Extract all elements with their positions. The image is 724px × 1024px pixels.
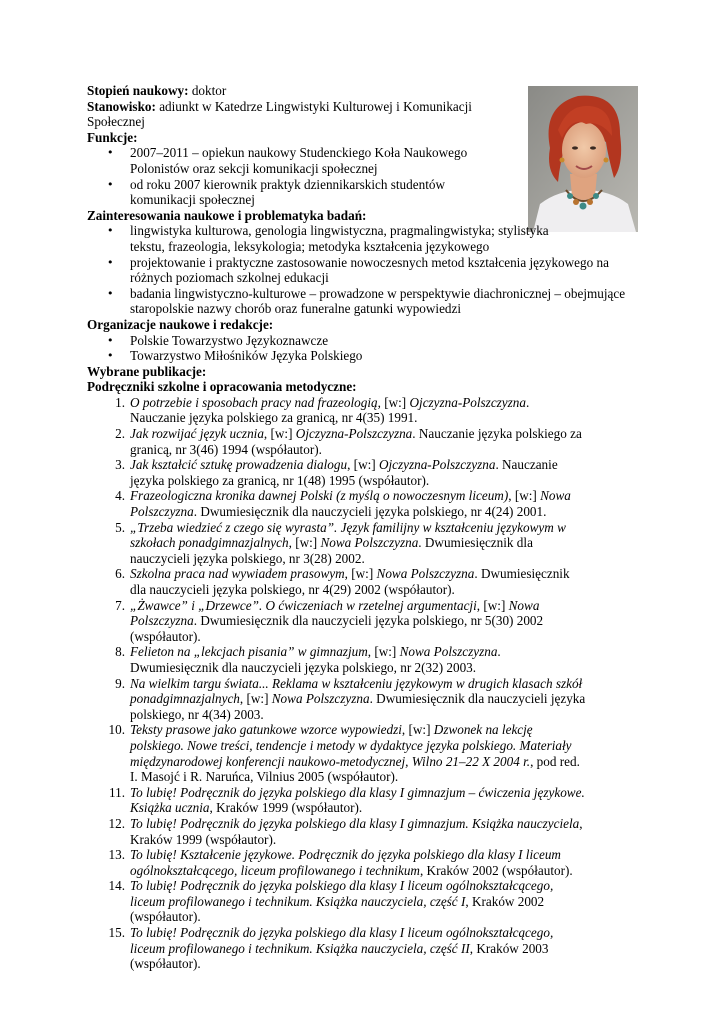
publication-item xyxy=(87,426,587,457)
pub-details: . Dwumiesięcznik dla nauczycieli języka polskiego, nr 4(29) 2002 (współautor). xyxy=(130,566,570,597)
pub-title: Na wielkim targu świata... Reklama w kształceniu językowym w drugich klasach szkół ponadgimnazjalnych xyxy=(130,675,583,707)
publication-item xyxy=(87,816,587,847)
item-number: 1. xyxy=(115,394,125,410)
pub-text: , Kraków 1999 (współautor). xyxy=(130,815,583,847)
publication-item xyxy=(87,457,587,488)
degree-label: Stopień naukowy: xyxy=(87,83,189,98)
pub-title: Frazeologiczna kronika dawnej Polski (z myślą o nowoczesnym liceum) xyxy=(130,488,509,504)
pub-title: Jak rozwijać język ucznia xyxy=(130,426,264,442)
pub-text: , [w:] xyxy=(239,691,272,707)
degree-value: doktor xyxy=(188,83,227,98)
publications-subheading: Podręczniki szkolne i opracowania metodyczne: xyxy=(87,379,357,395)
pub-text: , [w:] xyxy=(347,457,379,473)
publication-item xyxy=(87,520,587,567)
pub-text: , Kraków 2002 (współautor). xyxy=(130,893,545,925)
item-number: 10. xyxy=(108,722,125,738)
item-number: 4. xyxy=(115,488,125,504)
pub-source: Ojczyzna-Polszczyzna xyxy=(295,426,413,442)
interests-heading: Zainteresowania naukowe i problematyka badań: xyxy=(87,207,367,223)
pub-title: O potrzebie i sposobach pracy nad frazeologią xyxy=(130,394,378,410)
pub-details: . Dwumiesięcznik dla nauczycieli języka polskiego, nr 2(32) 2003. xyxy=(130,644,501,675)
pub-source: Ojczyzna-Polszczyzna xyxy=(378,457,496,473)
item-number: 14. xyxy=(108,878,125,894)
item-number: 9. xyxy=(115,675,125,691)
pub-title: Felieton na „lekcjach pisania” w gimnazjum xyxy=(130,644,368,660)
cv-content xyxy=(87,83,647,972)
pub-details: . Dwumiesięcznik dla nauczycieli języka polskiego, nr 5(30) 2002 (współautor). xyxy=(130,613,544,644)
pub-details: . Dwumiesięcznik dla nauczycieli języka polskiego, nr 4(34) 2003. xyxy=(130,691,586,722)
publication-item xyxy=(87,847,587,878)
pub-details: , pod red. I. Masojć i R. Naruńca, Vilnius 2005 (współautor). xyxy=(130,753,580,785)
pub-title: Szkolna praca nad wywiadem prasowym xyxy=(130,566,345,582)
pub-title: To lubię! Kształcenie językowe. Podręcznik do języka polskiego dla klasy I liceum ogólnokształcącego, liceum profilowanego i technikum xyxy=(130,847,561,878)
pub-source: Nowa Polszczyzna xyxy=(399,644,498,660)
pub-text: , [w:] xyxy=(344,566,377,582)
pub-text: , [w:] xyxy=(377,394,410,410)
pub-details: . Nauczanie języka polskiego za granicą, nr 4(35) 1991. xyxy=(130,394,530,426)
list-item: • Towarzystwo Miłośników Języka Polskiego xyxy=(87,348,647,364)
organizations-list xyxy=(87,333,647,364)
functions-heading: Funkcje: xyxy=(87,129,138,145)
publication-item xyxy=(87,395,587,426)
pub-text: , [w:] xyxy=(288,535,321,551)
item-number: 5. xyxy=(115,519,125,535)
pub-details: . Nauczanie języka polskiego za granicą, nr 1(48) 1995 (współautor). xyxy=(130,457,558,488)
pub-title: Teksty prasowe jako gatunkowe wzorce wypowiedzi xyxy=(130,722,402,738)
pub-source: Nowa Polszczyzna xyxy=(130,597,540,629)
position-label: Stanowisko: xyxy=(87,98,156,114)
pub-title: To lubię! Podręcznik do języka polskiego dla klasy I liceum ogólnokształcącego, liceum profilowanego i technikum. Książka nauczyciela, część I xyxy=(130,878,554,909)
publication-item xyxy=(87,598,587,645)
publications-list xyxy=(87,395,587,972)
position-value: adiunkt w Katedrze Lingwistyki Kulturowej i Komunikacji Społecznej xyxy=(87,98,472,130)
item-number: 7. xyxy=(115,597,125,613)
publication-item xyxy=(87,644,587,675)
pub-text: , [w:] xyxy=(401,722,434,738)
item-number: 2. xyxy=(115,426,125,442)
pub-title: To lubię! Podręcznik do języka polskiego dla klasy I gimnazjum. Książka nauczyciela xyxy=(130,815,580,831)
pub-title: „Trzeba wiedzieć z czego się wyrasta”. Język familijny w kształceniu językowym w szkołach ponadgimnazjalnych xyxy=(130,519,566,551)
list-item: • lingwistyka kulturowa, genologia lingwistyczna, pragmalingwistyka; stylistyka tekstu, frazeologia, leksykologia; metodyka kształcenia językowego xyxy=(87,223,560,254)
interests-list xyxy=(87,223,647,317)
list-item: • Polskie Towarzystwo Językoznawcze xyxy=(87,333,647,349)
item-number: 6. xyxy=(115,566,125,582)
pub-text: , Kraków 2003 (współautor). xyxy=(130,940,549,972)
pub-source: Dzwonek na lekcję polskiego. Nowe treści, tendencje i metody w dydaktyce języka polskiego. Materiały międzynarodowej konferencji naukowo-metodycznej, Wilno 21–22 X 2004 r. xyxy=(130,722,572,769)
pub-source: Nowa Polszczyzna xyxy=(130,488,571,520)
pub-title: To lubię! Podręcznik do języka polskiego dla klasy I gimnazjum – ćwiczenia językowe. Książka ucznia xyxy=(130,784,585,816)
pub-text: , [w:] xyxy=(367,644,400,660)
functions-list xyxy=(87,145,502,207)
pub-title: „Żwawce” i „Drzewce”. O ćwiczeniach w rzetelnej argumentacji xyxy=(130,597,477,613)
pub-text: , Kraków 2002 (współautor). xyxy=(419,862,573,878)
pub-source: Ojczyzna-Polszczyzna xyxy=(409,394,526,410)
pub-text: , Kraków 1999 (współautor). xyxy=(209,800,363,816)
item-number: 15. xyxy=(108,925,125,941)
publications-heading: Wybrane publikacje: xyxy=(87,363,207,379)
pub-source: Nowa Polszczyzna xyxy=(320,535,419,551)
pub-source: Nowa Polszczyzna xyxy=(271,691,370,707)
list-item: • od roku 2007 kierownik praktyk dziennikarskich studentów komunikacji społecznej xyxy=(87,177,510,208)
item-number: 3. xyxy=(115,457,125,473)
pub-text: , [w:] xyxy=(263,426,296,442)
pub-text: , [w:] xyxy=(508,488,541,504)
publication-item xyxy=(87,785,587,816)
item-number: 13. xyxy=(108,847,125,863)
list-item: • badania lingwistyczno-kulturowe – prowadzone w perspektywie diachronicznej – obejmujące staropolskie nazwy chorób oraz funeralne gatunki wypowiedzi xyxy=(87,286,635,317)
publication-item xyxy=(87,925,587,972)
list-item: • 2007–2011 – opiekun naukowy Studenckiego Koła Naukowego Polonistów oraz sekcji komunikacji społecznej xyxy=(87,145,510,176)
pub-details: . Dwumiesięcznik dla nauczycieli języka polskiego, nr 3(28) 2002. xyxy=(130,535,533,566)
item-number: 8. xyxy=(115,644,125,660)
list-item: • projektowanie i praktyczne zastosowanie nowoczesnych metod kształcenia językowego na różnych poziomach szkolnej edukacji xyxy=(87,255,620,286)
pub-details: . Dwumiesięcznik dla nauczycieli języka polskiego, nr 4(24) 2001. xyxy=(193,504,547,520)
item-number: 11. xyxy=(109,784,125,800)
pub-text: , [w:] xyxy=(476,597,509,613)
position-line xyxy=(87,99,502,130)
publication-item xyxy=(87,878,587,925)
organizations-heading: Organizacje naukowe i redakcje: xyxy=(87,316,274,332)
publication-item xyxy=(87,722,587,784)
degree-line xyxy=(87,83,647,99)
pub-title: Jak kształcić sztukę prowadzenia dialogu xyxy=(130,457,348,473)
pub-details: . Nauczanie języka polskiego za granicą, nr 3(46) 1994 (współautor). xyxy=(130,426,582,457)
pub-source: Nowa Polszczyzna xyxy=(376,566,475,582)
publication-item xyxy=(87,676,587,723)
publication-item xyxy=(87,566,587,597)
item-number: 12. xyxy=(108,815,125,831)
publication-item xyxy=(87,488,587,519)
pub-title: To lubię! Podręcznik do języka polskiego dla klasy I liceum ogólnokształcącego, liceum profilowanego i technikum. Książka nauczyciela, część II xyxy=(130,925,554,956)
